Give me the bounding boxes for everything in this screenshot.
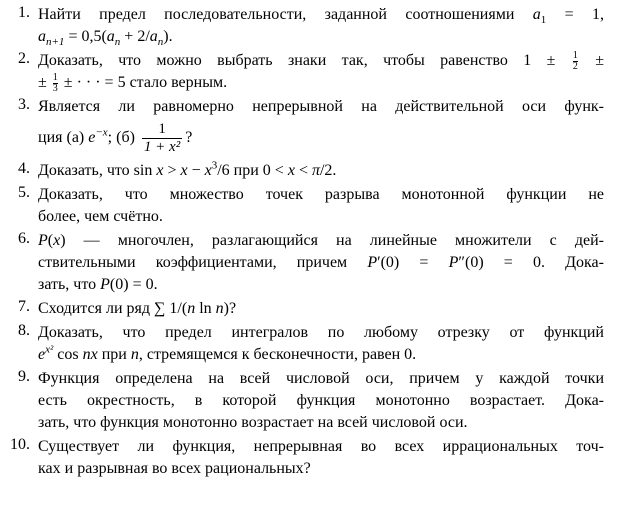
text-run: Является ли равномерно непрерывной на действительной оси функ- (38, 98, 604, 115)
fraction-numerator: 1 (158, 120, 166, 137)
text-run: Доказать, что предел интегралов по любому отрезку от функций (38, 324, 604, 341)
problem-item (0, 4, 621, 48)
math-symbol: a (532, 6, 541, 23)
fraction (142, 121, 182, 156)
problem-item (0, 160, 621, 182)
math-symbol: n (215, 300, 224, 317)
math-symbol: P (367, 254, 378, 271)
problem-text-line (38, 118, 604, 158)
problem-text-line (38, 298, 604, 320)
text-run: зать, что (38, 276, 101, 293)
text-run: (0) = 0. (109, 276, 158, 293)
math-symbol: −x (95, 126, 108, 139)
text-run: ) — многочлен, разлагающийся на линейные множители с дей- (60, 232, 604, 249)
problem-number: 10. (10, 436, 30, 453)
text-run: Доказать, что sin (38, 162, 157, 179)
text-run: )? (223, 300, 237, 317)
problem-item (0, 184, 621, 228)
text-run: ± · · · = 5 стало верным. (59, 74, 228, 91)
math-symbol: e (38, 346, 46, 363)
fraction-numerator: 1 (52, 71, 58, 83)
text-run: 3 (211, 159, 218, 172)
math-symbol: n (157, 36, 164, 49)
problem-text-line (38, 96, 604, 118)
problem-text-line (38, 206, 604, 228)
problem-text-line (38, 274, 604, 296)
text-run: ′(0) = (377, 254, 449, 271)
fraction-numerator: 1 (572, 49, 578, 61)
math-symbol: n (187, 300, 196, 317)
text-run: ствительными коэффициентами, причем (38, 254, 368, 271)
text-run: ; (б) (107, 129, 139, 146)
text-run: ln (195, 300, 216, 317)
math-symbol: n (114, 36, 121, 49)
problem-text-line (38, 322, 604, 344)
math-symbol: P (448, 254, 459, 271)
fraction-denominator: 2 (572, 60, 578, 72)
text-run: зать, что функция монотонно возрастает на всей числовой оси. (38, 414, 468, 431)
math-symbol: x (180, 162, 188, 179)
math-symbol: x (156, 162, 164, 179)
text-run: 1 (540, 14, 547, 27)
problem-number: 8. (18, 322, 30, 339)
text-run: более, чем счётно. (38, 208, 163, 225)
math-symbol: x (53, 232, 61, 249)
fraction (53, 73, 58, 94)
problem-item (0, 436, 621, 480)
problem-number: 2. (18, 50, 30, 67)
problem-number: 5. (18, 184, 30, 201)
text-run: ция (а) (38, 129, 89, 146)
fraction (573, 51, 578, 72)
text-run: + 2/ (120, 28, 150, 45)
math-symbol: n+1 (46, 36, 65, 49)
text-run: Существует ли функция, непрерывная во всех иррациональных точ- (38, 438, 604, 455)
text-run: ( (47, 232, 54, 249)
text-run: ″(0) = 0. Дока- (458, 254, 604, 271)
problem-number: 3. (18, 96, 30, 113)
math-symbol: x (287, 162, 295, 179)
problem-text-line (38, 230, 604, 252)
fraction-denominator: 1 + x² (143, 138, 181, 155)
math-symbol: e (88, 129, 96, 146)
problem-text-line (38, 368, 604, 390)
text-run: , стремящемся к бесконечности, равен 0. (138, 346, 417, 363)
math-symbol: π (311, 162, 320, 179)
problem-number: 1. (18, 4, 30, 21)
math-symbol: n (130, 346, 139, 363)
problem-number: 9. (18, 368, 30, 385)
text-run: > (163, 162, 181, 179)
problem-text-line (38, 390, 604, 412)
problem-text-line (38, 160, 604, 182)
math-symbol: P (38, 232, 48, 249)
problem-text-line (38, 252, 604, 274)
text-run: cos (53, 346, 83, 363)
fraction-denominator: 3 (52, 82, 58, 94)
problem-number: 6. (18, 230, 30, 247)
text-run: ± (38, 74, 51, 91)
text-run: = 1, (546, 6, 604, 23)
problem-text-line (38, 344, 604, 366)
math-symbol: a (38, 28, 46, 45)
text-run: /2. (319, 162, 337, 179)
text-run: Функция определена на всей числовой оси, причем у каждой точки (38, 370, 604, 387)
problem-item (0, 322, 621, 366)
problem-text-line (38, 436, 604, 458)
text-run: ? (185, 129, 193, 146)
problem-item (0, 50, 621, 94)
text-run: при (97, 346, 131, 363)
text-run: − (187, 162, 205, 179)
problem-number: 7. (18, 298, 30, 315)
problem-item (0, 96, 621, 158)
text-run: < (294, 162, 312, 179)
math-symbol: P (100, 276, 110, 293)
problem-text-line (38, 4, 604, 26)
problem-text-line (38, 458, 604, 480)
problem-number: 4. (18, 160, 30, 177)
problem-text-line (38, 26, 604, 48)
math-symbol: x (204, 162, 212, 179)
math-symbol: a (106, 28, 115, 45)
problem-text-line (38, 184, 604, 206)
problem-item (0, 298, 621, 320)
text-run: ). (163, 28, 173, 45)
problem-text-line (38, 412, 604, 434)
text-run: Найти предел последовательности, заданной соотношениями (38, 6, 533, 23)
problem-item (0, 368, 621, 434)
text-run: Доказать, что можно выбрать знаки так, чтобы равенство 1 ± (38, 52, 571, 69)
text-run: ± (579, 52, 604, 69)
math-symbol: x² (45, 343, 54, 356)
text-run: /6 при 0 < (217, 162, 288, 179)
problem-text-line (38, 50, 604, 72)
math-symbol: a (149, 28, 158, 45)
text-run: Сходится ли ряд ∑ 1/( (38, 300, 188, 317)
text-run: = 0,5( (64, 28, 107, 45)
problem-item (0, 230, 621, 296)
text-run: Доказать, что множество точек разрыва монотонной функции не (38, 186, 604, 203)
problem-text-line (38, 72, 604, 94)
text-run: есть окрестность, в которой функция монотонно возрастает. Дока- (38, 392, 604, 409)
math-symbol: nx (82, 346, 98, 363)
text-run: ках и разрывная во всех рациональных? (38, 460, 311, 477)
